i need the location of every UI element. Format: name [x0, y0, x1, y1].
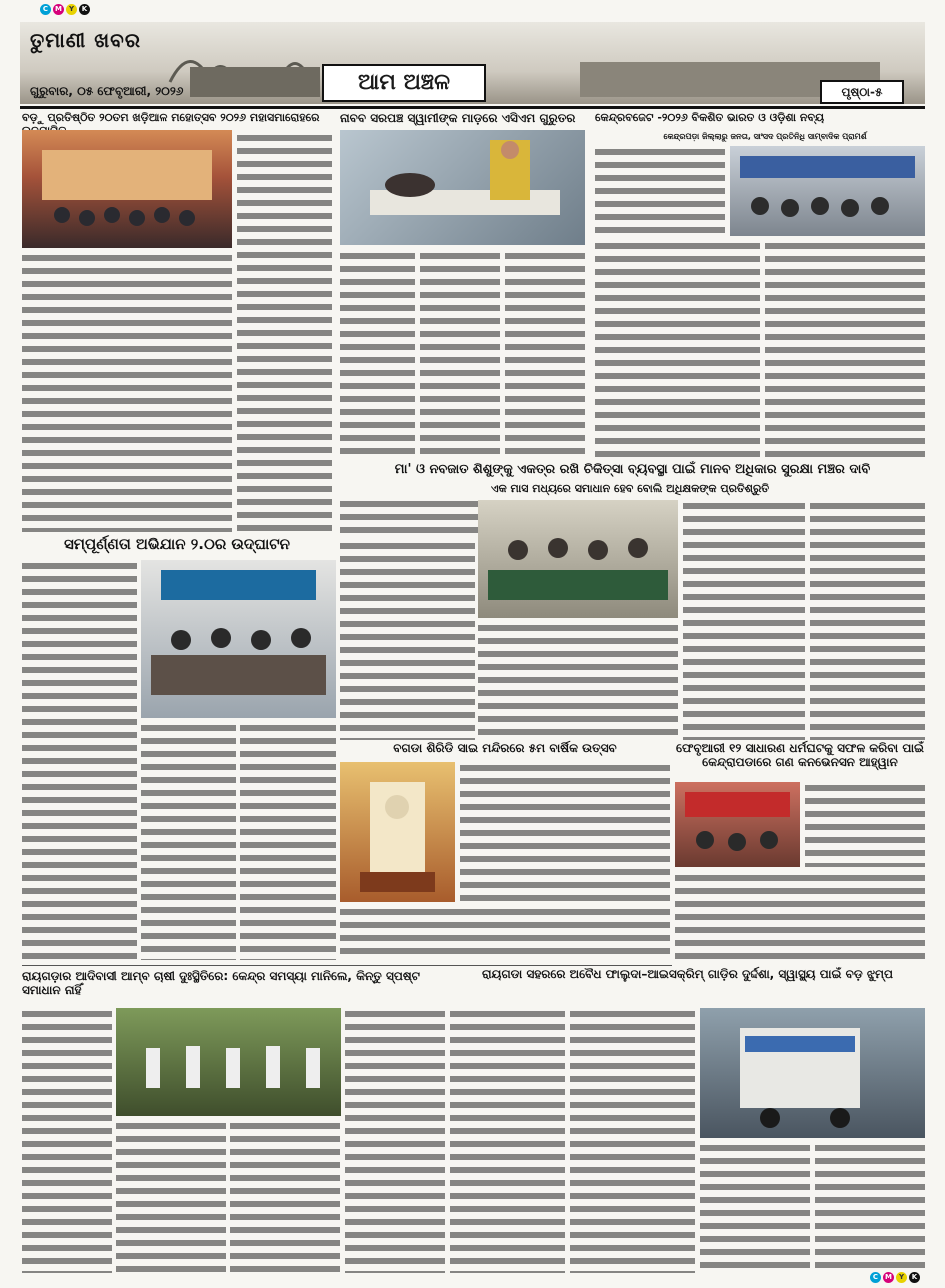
section-title: ଆମ ଅଞ୍ଚଳ: [322, 64, 486, 102]
article-5-headline: ସମ୍ପୂର୍ଣ୍ଣତା ଅଭିଯାନ ୨.୦ର ଉଦ୍‌ଘାଟନ: [64, 535, 290, 553]
article-7-body-right: [805, 782, 925, 867]
article-7-headline: ଫେବୃଆରୀ ୧୨ ସାଧାରଣ ଧର୍ମଘଟକୁ ସଫଳ କରିବା ପାଇଁ କେନ୍ଦ୍ରାପଡାରେ ଗଣ କନଭେନସନ ଆହ୍ୱାନ: [675, 741, 925, 769]
article-4-body-col1: [340, 540, 475, 740]
article-3-headline: କେନ୍ଦ୍ରବଜେଟ -୨୦୨୬ ବିକଶିତ ଭାରତ ଓ ଓଡ଼ିଶା ନବ୍ୟ: [595, 111, 825, 124]
article-6-headline: ବଗଡା ଶିରିଡି ସାଇ ମନ୍ଦିରରେ ୫ମ ବାର୍ଷିକ ଉତ୍ସବ: [393, 741, 617, 755]
issue-date: ଗୁରୁବାର, ୦୫ ଫେବୃଆରୀ, ୨୦୨୬: [30, 84, 184, 98]
cmyk-k-bottom: K: [909, 1272, 920, 1283]
article-5-photo: [141, 560, 336, 718]
top-strip: [0, 0, 945, 20]
paper-name: ତୁମାଣୀ ଖବର: [30, 28, 141, 52]
cmyk-c: C: [40, 4, 51, 15]
article-7-photo: [675, 782, 800, 867]
article-6-body-top: [460, 762, 670, 902]
article-4-body-intro: [340, 498, 480, 538]
article-8-body-col2: [116, 1120, 226, 1273]
cmyk-marks: [40, 4, 90, 15]
article-7-body-bottom: [675, 872, 925, 962]
article-1-photo: [22, 130, 232, 248]
article-2-headline: ନାବବ ସରପଞ୍ଚ ସ୍ୱାମୀଙ୍କ ମାଡ଼ରେ ଏସିଏମ ଗୁରୁତର: [340, 111, 576, 125]
article-9-photo: [700, 1008, 925, 1138]
article-8-body-col3: [230, 1120, 340, 1273]
article-5-body-col2: [141, 722, 236, 960]
article-9-body-col1: [450, 1008, 565, 1273]
article-8-photo: [116, 1008, 341, 1116]
cmyk-marks-bottom: [870, 1272, 920, 1283]
article-9-body-col3: [700, 1142, 810, 1273]
cmyk-m-bottom: M: [883, 1272, 894, 1283]
cmyk-c-bottom: C: [870, 1272, 881, 1283]
article-4-photo: [478, 500, 678, 618]
article-5-body-col3: [240, 722, 336, 960]
article-2-photo: [340, 130, 585, 245]
article-5-body-col1: [22, 560, 137, 960]
cmyk-k: K: [79, 4, 90, 15]
article-4-body-col2: [478, 622, 678, 740]
article-2-body-col1: [340, 250, 415, 460]
cmyk-m: M: [53, 4, 64, 15]
article-3-subhead: କେନ୍ଦ୍ରପଡ଼ା ଜିଲ୍ଲାରୁ ଜନତା, ସାଂସଦ ପ୍ରତିନିଧି ସାମ୍ବାଦିକ ପ୍ରାମର୍ଶ: [663, 132, 867, 141]
article-4-headline: ମା' ଓ ନବଜାତ ଶିଶୁଙ୍କୁ ଏକତ୍ର ରଖି ଚିକିତ୍ସା ବ୍ୟବସ୍ଥା ପାଇଁ ମାନବ ଅଧିକାର ସୁରକ୍ଷା ମଞ୍ଚର ଦାବି: [394, 462, 871, 477]
article-1-headline: ବଡ଼ୁ ପ୍ରତିଷ୍ଠିତ ୨୦ତମ ଖଡ଼ିଆଳ ମହୋତ୍ସବ ୨୦୨୬ ମହାସମାରୋହରେ: [22, 111, 320, 124]
article-9-headline: ରାୟଗଡା ସହରରେ ଅବୈଧ ଫାଲୁଦା–ଆଇସକ୍ରିମ୍ ଗାଡ଼ିର ଦୁର୍ଦ୍ଦଶା, ସ୍ୱାସ୍ଥ୍ୟ ପାଇଁ ବଡ଼ ଝୁମ୍ପ: [482, 967, 893, 981]
article-1-body-col1: [22, 252, 232, 532]
article-8-body-col1: [22, 1008, 112, 1273]
article-2-body-col3: [505, 250, 585, 460]
article-6-body-bottom: [340, 906, 670, 961]
cmyk-y: Y: [66, 4, 77, 15]
article-3-body-top: [595, 146, 725, 236]
article-8-headline: ରାୟଗଡ଼ାର ଆଦିବାସୀ ଆମ୍ବ ଚାଷୀ ଦୁଃସ୍ଥିତିରେ: କେନ୍ଦ୍ର ସମସ୍ୟା ମାନିଲେ, କିନ୍ତୁ ସ୍ପଷ୍ଟ ସମାଧାନ ନାହିଁ: [22, 969, 420, 997]
article-3-body-col1: [595, 240, 760, 460]
article-2-body-col2: [420, 250, 500, 460]
article-4-body-col3: [683, 500, 805, 740]
article-4-subhead: ଏକ ମାସ ମଧ୍ୟରେ ସମାଧାନ ହେବ ବୋଲି ଅଧିକ୍ଷକଙ୍କ ପ୍ରତିଶ୍ରୁତି: [490, 482, 770, 495]
article-6-photo: [340, 762, 455, 902]
article-8-body-col4: [345, 1008, 445, 1273]
article-9-body-col2: [570, 1008, 695, 1273]
article-1-body-col2: [237, 132, 332, 532]
header-rule: [20, 106, 925, 109]
article-3-body-col2: [765, 240, 925, 460]
section-divider: [22, 965, 672, 966]
article-3-photo: [730, 146, 925, 236]
article-4-body-col4: [810, 500, 925, 740]
article-9-body-col4: [815, 1142, 925, 1273]
cmyk-y-bottom: Y: [896, 1272, 907, 1283]
page-number: ପୃଷ୍ଠା-୫: [820, 80, 904, 104]
